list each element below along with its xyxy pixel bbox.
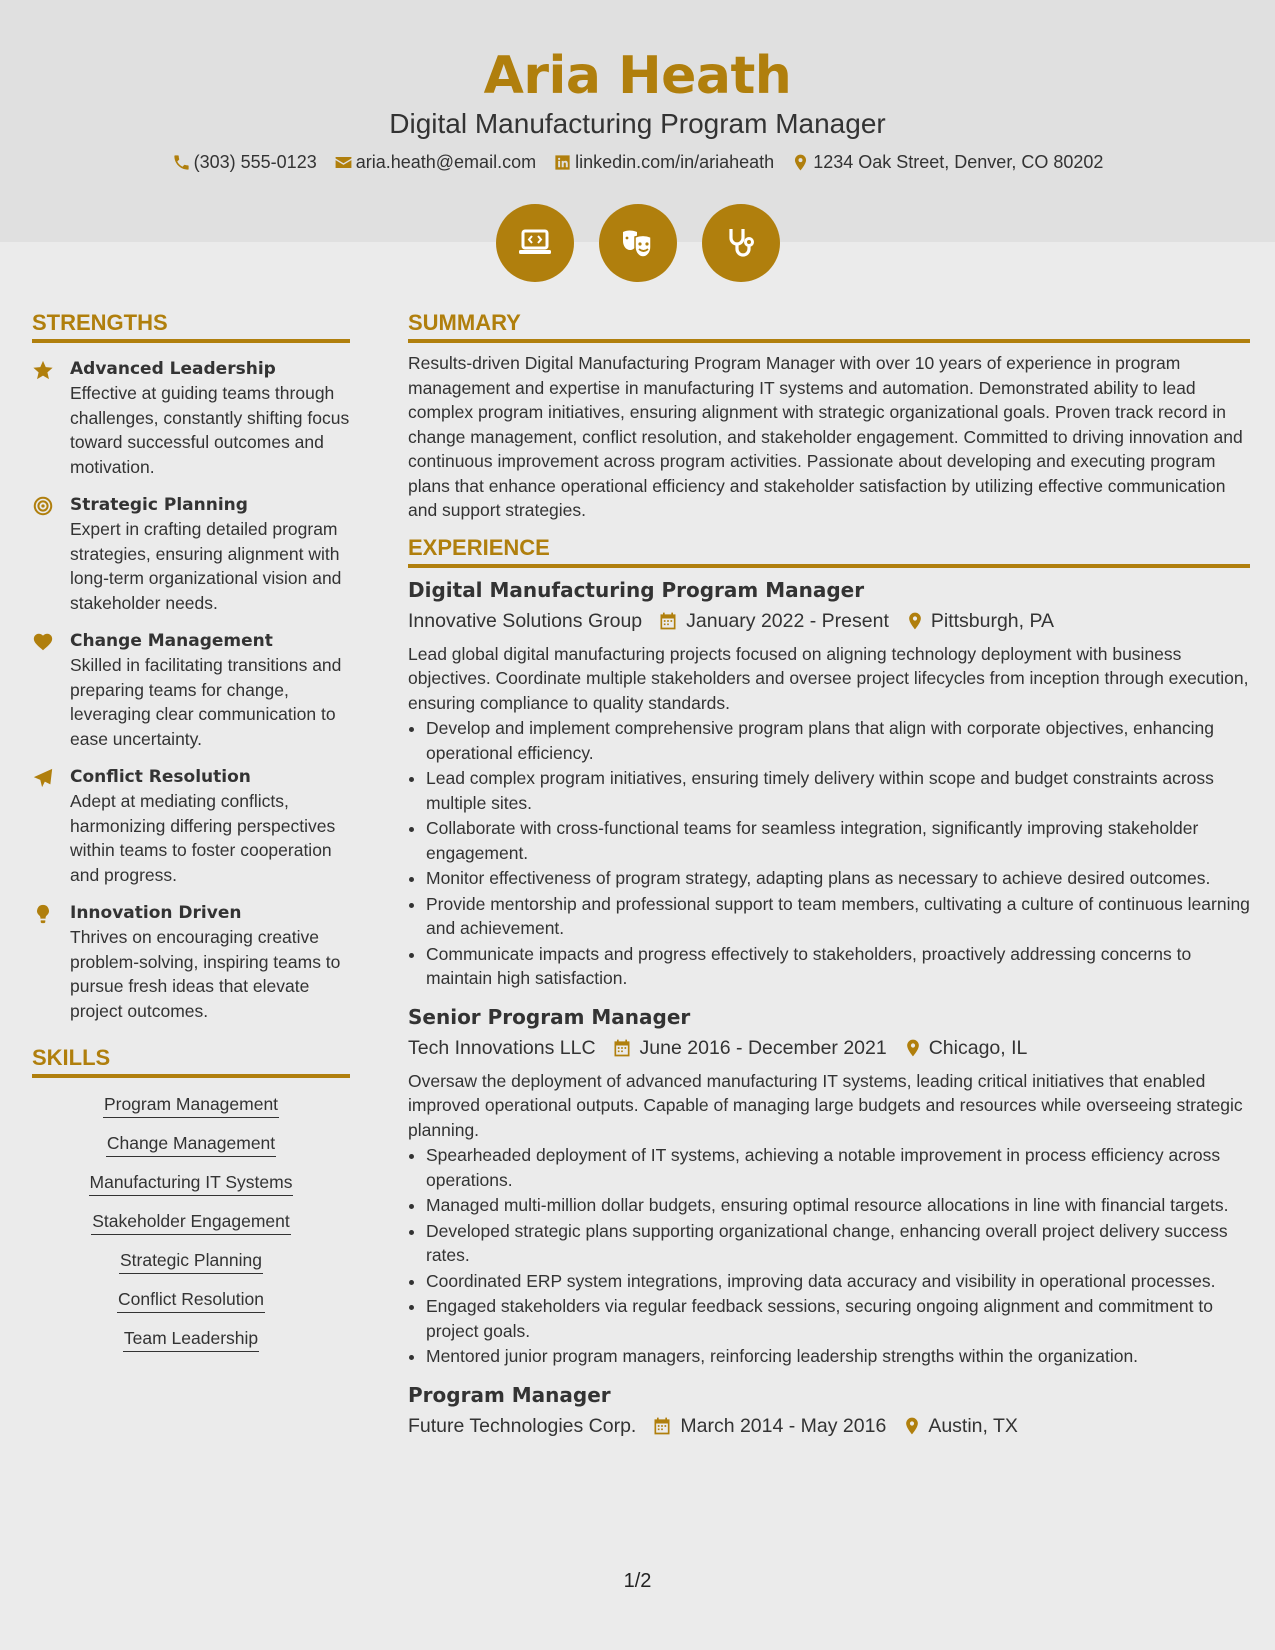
interest-circle-masks xyxy=(599,204,677,282)
right-column xyxy=(408,310,1250,1438)
interest-circle-stethoscope xyxy=(702,204,780,282)
job-description: Lead global digital manufacturing projects focused on aligning technology deployment with business objectives. Coordinate multiple stakeholders and oversee project lifecycles from inception through execution, ensuring compliance to quality standards. xyxy=(408,643,1249,713)
star-icon xyxy=(32,359,54,381)
contact-linkedin[interactable] xyxy=(553,152,774,173)
skills-heading: SKILLS xyxy=(32,1045,350,1078)
lightbulb-icon xyxy=(32,903,54,925)
strength-item xyxy=(32,629,350,751)
heart-icon xyxy=(32,631,54,653)
envelope-icon xyxy=(334,153,353,172)
job-bullet: • Monitor effectiveness of program strategy, adapting plans as necessary to achieve desired outcomes. xyxy=(426,866,1250,891)
contact-address xyxy=(791,152,1103,173)
strength-item xyxy=(32,357,350,479)
calendar-icon xyxy=(652,1416,672,1436)
phone-icon xyxy=(172,153,191,172)
interest-circle-laptop xyxy=(496,204,574,282)
skill-tag: Conflict Resolution xyxy=(117,1283,265,1313)
theater-masks-icon xyxy=(618,223,658,263)
strength-title: Change Management xyxy=(70,631,273,651)
linkedin-icon xyxy=(553,153,572,172)
contact-email[interactable] xyxy=(334,152,536,173)
job-bullet: • Spearheaded deployment of IT systems, achieving a notable improvement in process efficiency across operations. xyxy=(426,1143,1250,1192)
job-bullets xyxy=(408,716,1250,991)
job-meta xyxy=(408,1037,1250,1060)
interest-icons xyxy=(0,204,1275,282)
job-dates: March 2014 - May 2016 xyxy=(680,1414,887,1437)
skill-tag: Manufacturing IT Systems xyxy=(89,1166,294,1196)
job-bullet: • Collaborate with cross-functional teams for seamless integration, significantly improving stakeholder engagement. xyxy=(426,816,1250,865)
job-bullet: • Mentored junior program managers, reinforcing leadership strengths within the organization. xyxy=(426,1344,1250,1369)
location-pin-icon xyxy=(791,153,810,172)
contact-phone[interactable] xyxy=(172,152,317,173)
job-location: Pittsburgh, PA xyxy=(930,609,1055,632)
summary-heading: SUMMARY xyxy=(408,310,1250,343)
job-description: Oversaw the deployment of advanced manufacturing IT systems, leading critical initiatives that enabled improved operational outputs. Capable of managing large budgets and resources while overseeing strategic planning. xyxy=(408,1070,1243,1140)
strength-desc: Effective at guiding teams through challenges, constantly shifting focus toward successful outcomes and motivation. xyxy=(70,383,350,477)
job-entry xyxy=(408,1383,1250,1438)
linkedin-text: linkedin.com/in/ariaheath xyxy=(575,152,775,172)
job-bullet: • Coordinated ERP system integrations, improving data accuracy and visibility in operational processes. xyxy=(426,1269,1250,1294)
left-column xyxy=(32,310,350,1361)
job-bullet: • Managed multi-million dollar budgets, ensuring optimal resource allocations in line with financial targets. xyxy=(426,1193,1250,1218)
strength-title: Advanced Leadership xyxy=(70,359,276,379)
strength-desc: Skilled in facilitating transitions and preparing teams for change, leveraging clear communication to ease uncertainty. xyxy=(70,655,342,749)
job-bullet: • Provide mentorship and professional support to team members, cultivating a culture of continuous learning and achievement. xyxy=(426,892,1250,941)
job-bullet: • Engaged stakeholders via regular feedback sessions, securing ongoing alignment and commitment to project goals. xyxy=(426,1294,1250,1343)
strength-item xyxy=(32,765,350,887)
skills-list xyxy=(32,1088,350,1352)
job-meta xyxy=(408,610,1250,633)
job-title: Program Manager xyxy=(408,1382,611,1407)
job-location: Austin, TX xyxy=(928,1414,1018,1437)
candidate-title: Digital Manufacturing Program Manager xyxy=(389,108,886,139)
location-pin-icon xyxy=(902,1416,922,1436)
job-company: Innovative Solutions Group xyxy=(408,609,643,632)
summary-text: Results-driven Digital Manufacturing Program Manager with over 10 years of experience in program management and expertise in manufacturing IT systems and automation. Demonstrated ability to lead complex program initiatives, ensuring alignment with strategic organizational goals. Proven track record in change management, conflict resolution, and stakeholder engagement. Committed to driving innovation and continuous improvement across program activities. Passionate about developing and executing program plans that enhance operational efficiency and stakeholder satisfaction by utilizing effective communication and support strategies. xyxy=(408,353,1243,520)
job-dates: January 2022 - Present xyxy=(686,609,889,632)
skill-tag: Change Management xyxy=(106,1127,276,1157)
job-location: Chicago, IL xyxy=(928,1036,1028,1059)
skill-tag: Program Management xyxy=(103,1088,279,1118)
laptop-code-icon xyxy=(515,223,555,263)
job-bullet: • Communicate impacts and progress effectively to stakeholders, proactively addressing concerns to maintain high satisfaction. xyxy=(426,942,1250,991)
email-text: aria.heath@email.com xyxy=(355,152,537,172)
page-number: 1/2 xyxy=(623,1570,652,1592)
skill-tag: Strategic Planning xyxy=(119,1244,263,1274)
stethoscope-icon xyxy=(721,223,761,263)
job-company: Future Technologies Corp. xyxy=(408,1414,637,1437)
job-bullet: • Developed strategic plans supporting organizational change, enhancing overall project delivery success rates. xyxy=(426,1219,1250,1268)
job-bullet: • Lead complex program initiatives, ensuring timely delivery within scope and budget constraints across multiple sites. xyxy=(426,766,1250,815)
job-company: Tech Innovations LLC xyxy=(408,1036,596,1059)
candidate-name: Aria Heath xyxy=(483,46,792,106)
job-title: Digital Manufacturing Program Manager xyxy=(408,577,865,602)
strength-desc: Thrives on encouraging creative problem-solving, inspiring teams to pursue fresh ideas that elevate project outcomes. xyxy=(70,927,341,1021)
address-text: 1234 Oak Street, Denver, CO 80202 xyxy=(813,152,1104,172)
paper-plane-icon xyxy=(32,767,54,789)
strength-title: Innovation Driven xyxy=(70,903,242,923)
experience-heading: EXPERIENCE xyxy=(408,535,1250,568)
calendar-icon xyxy=(612,1038,632,1058)
skill-tag: Team Leadership xyxy=(123,1322,259,1352)
job-dates: June 2016 - December 2021 xyxy=(639,1036,887,1059)
location-pin-icon xyxy=(903,1038,923,1058)
job-meta xyxy=(408,1415,1250,1438)
job-entry xyxy=(408,578,1250,991)
strengths-heading: STRENGTHS xyxy=(32,310,350,343)
strength-desc: Adept at mediating conflicts, harmonizing differing perspectives within teams to foster cooperation and progress. xyxy=(70,791,336,885)
location-pin-icon xyxy=(905,611,925,631)
phone-text: (303) 555-0123 xyxy=(193,152,317,172)
job-title: Senior Program Manager xyxy=(408,1004,691,1029)
strength-desc: Expert in crafting detailed program strategies, ensuring alignment with long-term organizational vision and stakeholder needs. xyxy=(70,519,342,613)
job-bullets xyxy=(408,1143,1250,1369)
strength-title: Conflict Resolution xyxy=(70,767,251,787)
strength-title: Strategic Planning xyxy=(70,495,248,515)
skill-tag: Stakeholder Engagement xyxy=(91,1205,291,1235)
job-entry xyxy=(408,1005,1250,1369)
contact-bar xyxy=(0,152,1275,173)
calendar-icon xyxy=(658,611,678,631)
target-icon xyxy=(32,495,54,517)
job-bullet: • Develop and implement comprehensive program plans that align with corporate objectives, enhancing operational efficiency. xyxy=(426,716,1250,765)
strength-item xyxy=(32,493,350,615)
strength-item xyxy=(32,901,350,1023)
